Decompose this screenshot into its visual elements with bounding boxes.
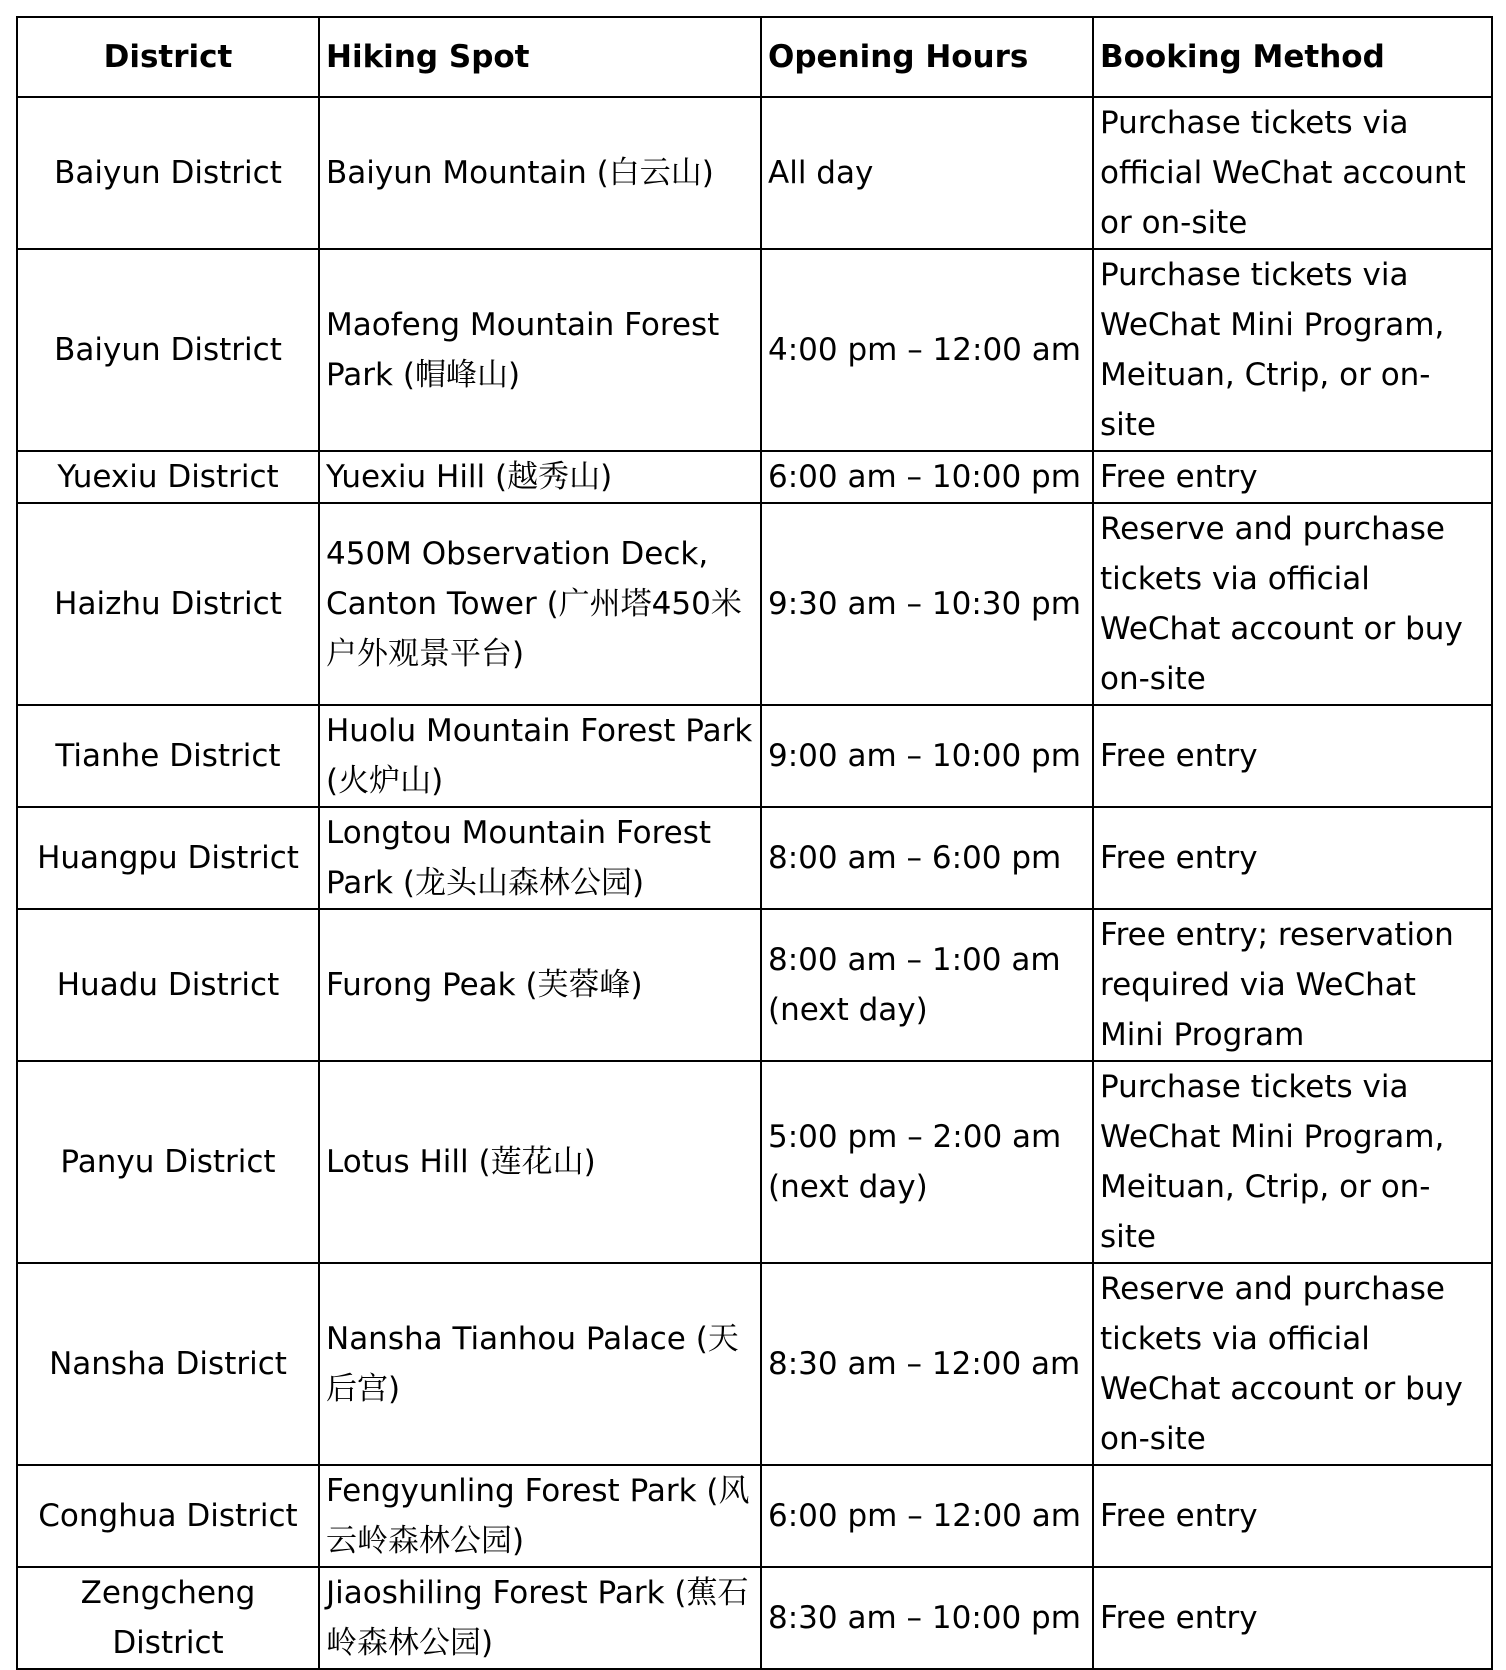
cell-hiking-spot: Huolu Mountain Forest Park (火炉山): [319, 705, 761, 807]
table-row: [17, 807, 1492, 909]
cell-hiking-spot: 450M Observation Deck, Canton Tower (广州塔450米户外观景平台): [319, 503, 761, 705]
header-booking-method: Booking Method: [1093, 17, 1492, 97]
cell-hiking-spot: Maofeng Mountain Forest Park (帽峰山): [319, 249, 761, 451]
cell-district: Yuexiu District: [17, 451, 319, 503]
cell-opening-hours: 8:00 am – 1:00 am (next day): [761, 909, 1093, 1061]
cell-booking-method: Purchase tickets via WeChat Mini Program, Meituan, Ctrip, or on-site: [1093, 1061, 1492, 1263]
cell-hiking-spot: Baiyun Mountain (白云山): [319, 97, 761, 249]
table-row: [17, 503, 1492, 705]
table-row: [17, 1567, 1492, 1669]
cell-booking-method: Free entry: [1093, 807, 1492, 909]
header-opening-hours: Opening Hours: [761, 17, 1093, 97]
cell-booking-method: Free entry; reservation required via WeChat Mini Program: [1093, 909, 1492, 1061]
table-row: [17, 1465, 1492, 1567]
cell-opening-hours: 8:30 am – 12:00 am: [761, 1263, 1093, 1465]
table-row: [17, 1061, 1492, 1263]
header-hiking-spot: Hiking Spot: [319, 17, 761, 97]
cell-district: Panyu District: [17, 1061, 319, 1263]
cell-opening-hours: 4:00 pm – 12:00 am: [761, 249, 1093, 451]
cell-opening-hours: 6:00 am – 10:00 pm: [761, 451, 1093, 503]
cell-hiking-spot: Yuexiu Hill (越秀山): [319, 451, 761, 503]
hiking-spots-table: [16, 16, 1493, 1670]
cell-booking-method: Purchase tickets via official WeChat account or on-site: [1093, 97, 1492, 249]
cell-hiking-spot: Jiaoshiling Forest Park (蕉石岭森林公园): [319, 1567, 761, 1669]
cell-booking-method: Free entry: [1093, 451, 1492, 503]
cell-booking-method: Free entry: [1093, 1465, 1492, 1567]
cell-booking-method: Free entry: [1093, 1567, 1492, 1669]
cell-opening-hours: 8:00 am – 6:00 pm: [761, 807, 1093, 909]
table-row: [17, 1263, 1492, 1465]
table-row: [17, 451, 1492, 503]
cell-district: Zengcheng District: [17, 1567, 319, 1669]
table-row: [17, 249, 1492, 451]
cell-district: Baiyun District: [17, 97, 319, 249]
cell-opening-hours: 8:30 am – 10:00 pm: [761, 1567, 1093, 1669]
cell-booking-method: Purchase tickets via WeChat Mini Program, Meituan, Ctrip, or on-site: [1093, 249, 1492, 451]
table-row: [17, 909, 1492, 1061]
cell-district: Tianhe District: [17, 705, 319, 807]
table-row: [17, 97, 1492, 249]
cell-hiking-spot: Nansha Tianhou Palace (天后宫): [319, 1263, 761, 1465]
cell-opening-hours: 9:00 am – 10:00 pm: [761, 705, 1093, 807]
cell-district: Huangpu District: [17, 807, 319, 909]
table-row: [17, 705, 1492, 807]
cell-booking-method: Reserve and purchase tickets via official WeChat account or buy on-site: [1093, 503, 1492, 705]
cell-opening-hours: 5:00 pm – 2:00 am (next day): [761, 1061, 1093, 1263]
cell-booking-method: Reserve and purchase tickets via official WeChat account or buy on-site: [1093, 1263, 1492, 1465]
table-header-row: [17, 17, 1492, 97]
cell-opening-hours: 9:30 am – 10:30 pm: [761, 503, 1093, 705]
cell-district: Conghua District: [17, 1465, 319, 1567]
cell-opening-hours: 6:00 pm – 12:00 am: [761, 1465, 1093, 1567]
cell-district: Huadu District: [17, 909, 319, 1061]
cell-hiking-spot: Furong Peak (芙蓉峰): [319, 909, 761, 1061]
cell-district: Nansha District: [17, 1263, 319, 1465]
cell-hiking-spot: Lotus Hill (莲花山): [319, 1061, 761, 1263]
cell-hiking-spot: Fengyunling Forest Park (风云岭森林公园): [319, 1465, 761, 1567]
cell-opening-hours: All day: [761, 97, 1093, 249]
cell-booking-method: Free entry: [1093, 705, 1492, 807]
cell-district: Baiyun District: [17, 249, 319, 451]
header-district: District: [17, 17, 319, 97]
cell-district: Haizhu District: [17, 503, 319, 705]
cell-hiking-spot: Longtou Mountain Forest Park (龙头山森林公园): [319, 807, 761, 909]
